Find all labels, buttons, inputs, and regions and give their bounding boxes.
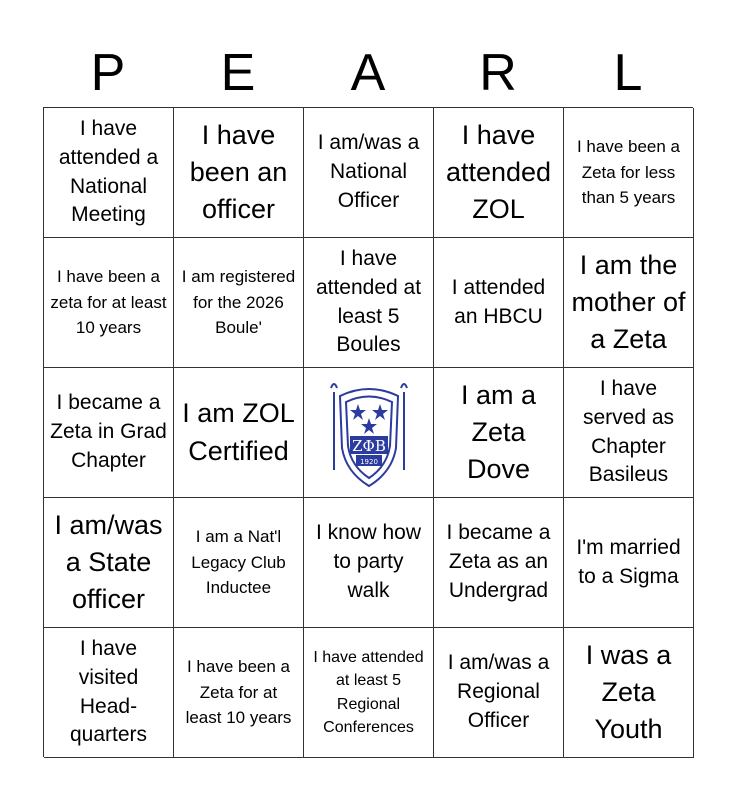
bingo-cell-text: I have attended at least 5 Boules [315,246,422,357]
header-letter-a: A [350,44,386,102]
bingo-cell-text: I am a Nat'l Legacy Club Inductee [191,527,286,598]
bingo-cell[interactable] [564,628,694,758]
bingo-grid [43,107,693,757]
bingo-cell-text: I am the mother of a Zeta [571,249,686,355]
bingo-cell-text: I am a Zeta Dove [460,379,537,485]
bingo-cell[interactable] [434,498,564,628]
bingo-cell-text: I have been an officer [189,119,288,225]
bingo-cell-text: I attended an HBCU [451,275,546,328]
header-letter-p: P [90,44,126,102]
bingo-cell-text: I am/was a National Officer [317,131,420,212]
bingo-cell[interactable] [564,368,694,498]
bingo-cell[interactable] [434,108,564,238]
bingo-cell-text: I'm married to a Sigma [576,535,681,588]
bingo-cell[interactable] [564,498,694,628]
bingo-cell[interactable] [304,108,434,238]
bingo-cell[interactable] [44,628,174,758]
bingo-cell[interactable] [434,368,564,498]
bingo-cell[interactable] [44,108,174,238]
bingo-cell-text: I am/was a State officer [54,509,163,615]
header-letter-e: E [220,44,256,102]
bingo-cell-text: I know how to party walk [315,521,422,602]
bingo-cell-text: I became a Zeta as an Undergrad [446,521,551,602]
bingo-cell-text: I have been a zeta for at least 10 years [50,267,167,338]
bingo-cell-text: I have been a Zeta for at least 10 years [185,657,292,728]
svg-text:1920: 1920 [359,457,378,466]
bingo-cell[interactable] [174,498,304,628]
bingo-header [43,38,693,108]
bingo-cell-text: I have served as Chapter Basileus [582,376,675,487]
bingo-cell[interactable] [174,108,304,238]
bingo-cell[interactable] [434,628,564,758]
bingo-cell-text: I became a Zeta in Grad Chapter [50,391,167,472]
bingo-cell-text: I am registered for the 2026 Boule' [181,267,296,338]
bingo-cell[interactable] [44,238,174,368]
bingo-cell[interactable] [44,498,174,628]
bingo-cell-text: I have attended ZOL [445,119,552,225]
bingo-cell-text: I am ZOL Certified [182,398,295,466]
bingo-cell-text: I have visited Head-quarters [69,636,148,747]
bingo-cell[interactable] [434,238,564,368]
bingo-cell[interactable] [304,498,434,628]
svg-text:ZΦB: ZΦB [351,436,386,455]
bingo-cell-text: I am/was a Regional Officer [447,651,550,732]
bingo-cell-text: I have attended at least 5 Regional Conferences [313,649,424,736]
bingo-cell-text: I have attended a National Meeting [58,116,159,227]
bingo-cell[interactable] [174,368,304,498]
bingo-cell[interactable] [174,628,304,758]
bingo-cell[interactable] [44,368,174,498]
bingo-cell[interactable] [304,628,434,758]
bingo-cell[interactable] [174,238,304,368]
bingo-cell[interactable] [564,238,694,368]
bingo-cell[interactable] [304,238,434,368]
bingo-cell-text: I have been a Zeta for less than 5 years [576,137,681,208]
bingo-cell-free-space[interactable] [304,368,434,498]
header-letter-r: R [479,44,517,102]
bingo-cell-text: I was a Zeta Youth [585,639,672,745]
header-letter-l: L [613,44,643,102]
zeta-phi-beta-crest-icon [326,374,412,492]
bingo-cell[interactable] [564,108,694,238]
